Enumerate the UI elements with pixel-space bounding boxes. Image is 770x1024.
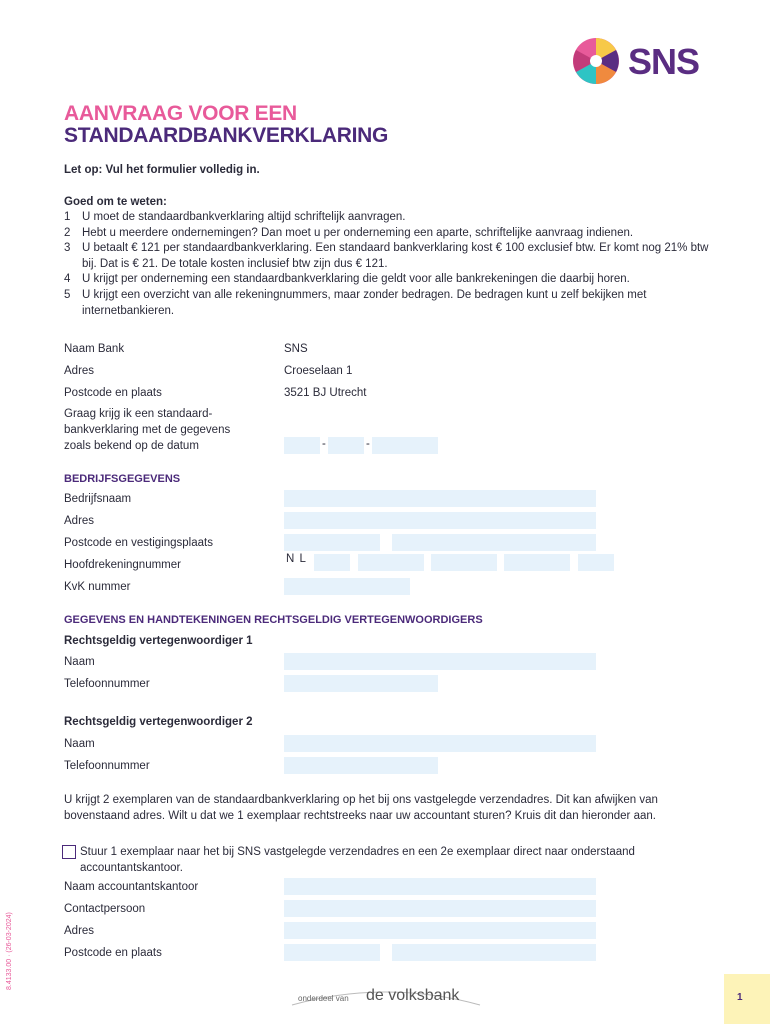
- representative-1-phone-label: Telefoonnummer: [64, 678, 150, 690]
- accountant-city-input[interactable]: [392, 944, 596, 961]
- list-item: 5 U krijgt een overzicht van alle rekeningnummers, maar zonder bedragen. De bedragen kunt u zelf bekijken met internetbankieren.: [64, 288, 647, 317]
- list-item: 4 U krijgt per onderneming een standaardbankverklaring die geldt voor alle bankrekeningen die daarbij horen.: [64, 273, 630, 286]
- representatives-section-heading: GEGEVENS EN HANDTEKENINGEN RECHTSGELDIG VERTEGENWOORDIGERS: [64, 614, 483, 626]
- account-number-input-2[interactable]: [358, 554, 424, 571]
- volksbank-logo: [288, 985, 484, 1007]
- accountant-postcode-label: Postcode en plaats: [64, 947, 162, 959]
- page-number-badge: [724, 974, 770, 1024]
- company-name-label: Bedrijfsnaam: [64, 493, 132, 505]
- kvk-number-label: KvK nummer: [64, 581, 131, 593]
- list-item: 3 U betaalt € 121 per standaardbankverklaring. Een standaard bankverklaring kost € 100 exclusief btw. Er komt nog 21% btw bij. Dat is € 21. De totale kosten inclusief btw zijn dus € 121.: [64, 242, 709, 270]
- accountant-postcode-input[interactable]: [284, 944, 380, 961]
- accountant-address-input[interactable]: [284, 922, 596, 939]
- footer-volksbank: de volksbank: [366, 987, 460, 1004]
- account-number-input-4[interactable]: [504, 554, 570, 571]
- account-country-prefix: N L: [286, 553, 307, 565]
- list-item: 2 Hebt u meerdere ondernemingen? Dan moet u per onderneming een aparte, schriftelijke aanvraag indienen.: [64, 226, 634, 239]
- bank-address-value: Croeselaan 1: [284, 365, 353, 377]
- date-day-input[interactable]: [284, 437, 320, 454]
- accountant-contact-label: Contactpersoon: [64, 903, 146, 915]
- bank-name-label: Naam Bank: [64, 343, 125, 355]
- representative-2-name-label: Naam: [64, 738, 95, 750]
- representative-2-name-input[interactable]: [284, 735, 596, 752]
- send-to-accountant-label: Stuur 1 exemplaar naar het bij SNS vastgelegde verzendadres en een 2e exemplaar direct naar onderstaand accountantskantoor.: [80, 846, 635, 874]
- account-number-input-5[interactable]: [578, 554, 614, 571]
- date-separator: -: [366, 438, 370, 450]
- date-label-line-1: Graag krijg ik een standaard-: [64, 408, 213, 420]
- send-to-accountant-checkbox[interactable]: [62, 845, 76, 859]
- footer-part-of: onderdeel van: [298, 994, 349, 1003]
- company-city-input[interactable]: [392, 534, 596, 551]
- representative-2-heading: Rechtsgeldig vertegenwoordiger 2: [64, 716, 253, 728]
- kvk-number-input[interactable]: [284, 578, 410, 595]
- date-label-line-2: bankverklaring met de gegevens: [64, 424, 231, 436]
- account-number-input-1[interactable]: [314, 554, 350, 571]
- good-to-know-list: [64, 210, 714, 319]
- accountant-office-label: Naam accountantskantoor: [64, 881, 199, 893]
- account-number-label: Hoofdrekeningnummer: [64, 559, 181, 571]
- date-month-input[interactable]: [328, 437, 364, 454]
- representative-1-name-input[interactable]: [284, 653, 596, 670]
- list-item: 1 U moet de standaardbankverklaring altijd schriftelijk aanvragen.: [64, 211, 406, 223]
- account-number-input-3[interactable]: [431, 554, 497, 571]
- representative-1-name-label: Naam: [64, 656, 95, 668]
- sns-logo-text: SNS: [628, 41, 700, 82]
- good-to-know-heading: Goed om te weten:: [64, 196, 167, 208]
- form-code: 8.4133.00 · (26-03-2024): [6, 912, 13, 990]
- page-title-line-1: AANVRAAG VOOR EEN: [64, 102, 297, 125]
- date-year-input[interactable]: [372, 437, 438, 454]
- bank-postcode-value: 3521 BJ Utrecht: [284, 387, 367, 399]
- company-postcode-label: Postcode en vestigingsplaats: [64, 537, 213, 549]
- sns-logo-mark-icon: [568, 35, 624, 87]
- date-separator: -: [322, 438, 326, 450]
- sns-logo: [568, 35, 710, 87]
- bank-postcode-label: Postcode en plaats: [64, 387, 162, 399]
- representative-1-phone-input[interactable]: [284, 675, 438, 692]
- representative-2-phone-input[interactable]: [284, 757, 438, 774]
- accountant-contact-input[interactable]: [284, 900, 596, 917]
- company-address-label: Adres: [64, 515, 95, 527]
- company-postcode-input[interactable]: [284, 534, 380, 551]
- date-label-line-3: zoals bekend op de datum: [64, 440, 199, 452]
- page-title-line-2: STANDAARDBANKVERKLARING: [64, 124, 389, 147]
- page-number: 1: [737, 992, 743, 1003]
- accountant-office-input[interactable]: [284, 878, 596, 895]
- copies-paragraph: U krijgt 2 exemplaren van de standaardbankverklaring op het bij ons vastgelegde verzendadres. Dit kan afwijken van bovenstaand adres. Wilt u dat we 1 exemplaar rechtstreeks naar uw accountant sturen? Kruis dit dan hieronder aan.: [64, 794, 658, 822]
- company-address-input[interactable]: [284, 512, 596, 529]
- representative-2-phone-label: Telefoonnummer: [64, 760, 150, 772]
- representative-1-heading: Rechtsgeldig vertegenwoordiger 1: [64, 635, 253, 647]
- company-name-input[interactable]: [284, 490, 596, 507]
- bank-name-value: SNS: [284, 343, 308, 355]
- accountant-address-label: Adres: [64, 925, 95, 937]
- company-section-heading: BEDRIJFSGEGEVENS: [64, 473, 181, 485]
- bank-address-label: Adres: [64, 365, 95, 377]
- form-note: Let op: Vul het formulier volledig in.: [64, 164, 260, 176]
